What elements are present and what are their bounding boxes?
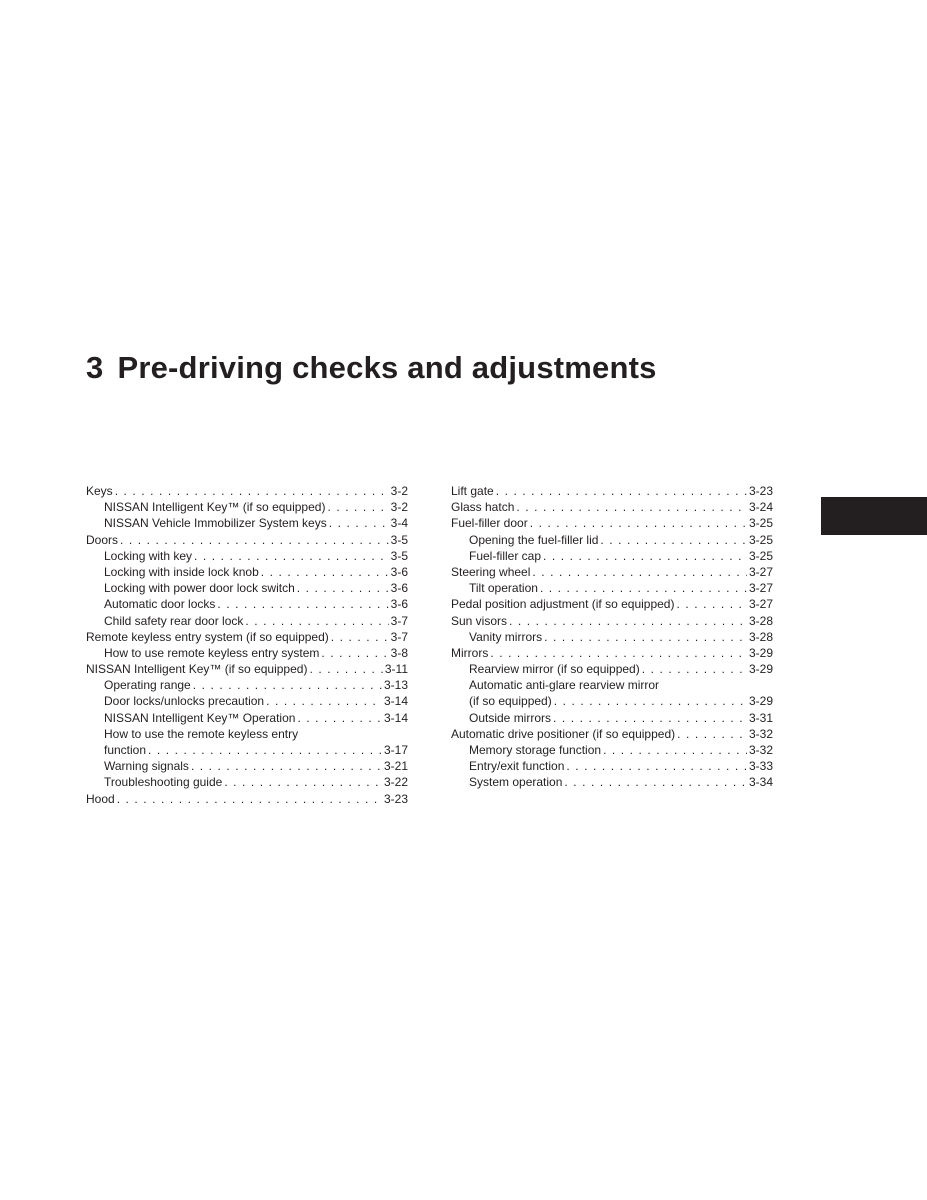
toc-entry[interactable]: [86, 596, 408, 612]
toc-entry-label: How to use remote keyless entry system: [104, 645, 320, 660]
toc-leader-dots: [194, 548, 389, 564]
toc-entry-label: NISSAN Intelligent Key™ Operation: [104, 710, 296, 725]
toc-entry[interactable]: [86, 661, 408, 677]
toc-entry-page: 3-27: [748, 581, 773, 596]
toc-leader-dots: [496, 483, 747, 499]
toc-entry-page: 3-32: [748, 726, 773, 741]
toc-entry-label: Door locks/unlocks precaution: [104, 694, 265, 709]
toc-entry-page: 3-6: [390, 581, 408, 596]
toc-entry[interactable]: [451, 580, 773, 596]
toc-entry[interactable]: [451, 483, 773, 499]
toc-entry[interactable]: [451, 629, 773, 645]
toc-entry-label: Troubleshooting guide: [104, 775, 223, 790]
toc-leader-dots: [554, 693, 747, 709]
toc-entry[interactable]: [451, 726, 773, 742]
toc-entry-page: 3-28: [748, 613, 773, 628]
toc-leader-dots: [321, 645, 388, 661]
toc-entry-label: Locking with power door lock switch: [104, 581, 295, 596]
toc-entry[interactable]: [451, 742, 773, 758]
toc-entry-label: Opening the fuel-filler lid: [469, 532, 599, 547]
toc-entry-page: 3-33: [748, 759, 773, 774]
toc-leader-dots: [516, 499, 747, 515]
toc-leader-dots: [191, 758, 382, 774]
toc-entry-page: 3-21: [383, 759, 408, 774]
toc-entry-label: Operating range: [104, 678, 191, 693]
toc-entry-label: System operation: [469, 775, 563, 790]
toc-entry-page: 3-5: [390, 548, 408, 563]
toc-entry[interactable]: [86, 580, 408, 596]
chapter-number: 3: [86, 350, 104, 385]
toc-leader-dots: [603, 742, 747, 758]
toc-entry-page: 3-29: [748, 694, 773, 709]
toc-entry-label: Entry/exit function: [469, 759, 565, 774]
toc-entry[interactable]: [451, 645, 773, 661]
toc-entry-label: Remote keyless entry system (if so equipped): [86, 629, 329, 644]
toc-entry-label: Mirrors: [451, 645, 489, 660]
toc-leader-dots: [266, 693, 382, 709]
toc-entry-label: Hood: [86, 791, 115, 806]
toc-entry-label: Vanity mirrors: [469, 629, 543, 644]
chapter-tab: [821, 497, 927, 535]
chapter-title-text: Pre-driving checks and adjustments: [117, 350, 657, 385]
toc-entry-label: Sun visors: [451, 613, 508, 628]
toc-entry[interactable]: [86, 483, 408, 499]
toc-right-column: [451, 483, 773, 791]
toc-entry[interactable]: [451, 758, 773, 774]
toc-leader-dots: [245, 613, 388, 629]
toc-entry-label: Fuel-filler cap: [469, 548, 542, 563]
toc-entry[interactable]: [86, 726, 408, 758]
toc-leader-dots: [331, 629, 389, 645]
toc-left-column: [86, 483, 408, 807]
toc-entry[interactable]: [451, 774, 773, 790]
toc-entry-page: 3-24: [748, 500, 773, 515]
toc-entry-page: 3-17: [383, 743, 408, 757]
toc-entry[interactable]: [451, 613, 773, 629]
toc-entry-label: Automatic door locks: [104, 597, 216, 612]
toc-leader-dots: [297, 710, 382, 726]
toc-entry[interactable]: [86, 629, 408, 645]
toc-entry-label: Locking with key: [104, 548, 193, 563]
toc-entry-label: Automatic drive positioner (if so equipped): [451, 726, 676, 741]
toc-leader-dots: [530, 515, 747, 531]
toc-entry-label: Locking with inside lock knob: [104, 564, 259, 579]
toc-leader-dots: [600, 532, 747, 548]
toc-entry-page: 3-27: [748, 564, 773, 579]
toc-entry-label: Steering wheel: [451, 564, 531, 579]
toc-entry-page: 3-25: [748, 516, 773, 531]
toc-entry[interactable]: [86, 645, 408, 661]
toc-leader-dots: [217, 596, 388, 612]
toc-entry-page: 3-23: [383, 791, 408, 806]
toc-entry[interactable]: [451, 515, 773, 531]
toc-entry-label: Tilt operation: [469, 581, 538, 596]
toc-leader-dots: [553, 710, 747, 726]
toc-entry-page: 3-29: [748, 645, 773, 660]
toc-entry[interactable]: [451, 710, 773, 726]
toc-leader-dots: [297, 580, 389, 596]
toc-entry[interactable]: [451, 499, 773, 515]
toc-entry-page: 3-6: [390, 564, 408, 579]
toc-leader-dots: [532, 564, 747, 580]
toc-entry-page: 3-31: [748, 710, 773, 725]
toc-entry[interactable]: [86, 758, 408, 774]
toc-leader-dots: [676, 596, 746, 612]
toc-leader-dots: [564, 774, 747, 790]
toc-entry[interactable]: [451, 661, 773, 677]
toc-leader-dots: [117, 791, 382, 807]
toc-entry-label: function: [104, 743, 147, 757]
toc-entry[interactable]: [86, 499, 408, 515]
toc-entry-label: Outside mirrors: [469, 710, 552, 725]
toc-entry-label: Memory storage function: [469, 743, 602, 757]
toc-entry-label-line1: How to use the remote keyless entry: [104, 726, 299, 741]
toc-entry-page: 3-5: [390, 532, 408, 547]
toc-entry-page: 3-27: [748, 597, 773, 612]
toc-entry[interactable]: [86, 613, 408, 629]
toc-leader-dots: [490, 645, 747, 661]
toc-entry-page: 3-28: [748, 629, 773, 644]
toc-leader-dots: [224, 774, 382, 790]
toc-leader-dots: [509, 613, 747, 629]
toc-entry-page: 3-34: [748, 775, 773, 790]
chapter-title: [86, 350, 657, 386]
toc-entry[interactable]: [86, 677, 408, 693]
toc-leader-dots: [642, 661, 747, 677]
toc-leader-dots: [544, 629, 747, 645]
toc-entry-page: 3-29: [748, 662, 773, 677]
toc-entry[interactable]: [86, 774, 408, 790]
toc-entry-page: 3-7: [390, 613, 408, 628]
toc-entry-label: Pedal position adjustment (if so equipped): [451, 597, 675, 612]
toc-entry[interactable]: [451, 548, 773, 564]
toc-entry-label: Fuel-filler door: [451, 516, 528, 531]
toc-leader-dots: [261, 564, 389, 580]
toc-entry-page: 3-14: [383, 710, 408, 725]
toc-leader-dots: [566, 758, 747, 774]
toc-entry-page: 3-13: [383, 678, 408, 693]
toc-entry[interactable]: [86, 693, 408, 709]
toc-entry-label: Glass hatch: [451, 500, 515, 515]
toc-entry[interactable]: [86, 791, 408, 807]
toc-entry[interactable]: [86, 564, 408, 580]
toc-entry-page: 3-4: [390, 516, 408, 531]
toc-entry-page: 3-25: [748, 548, 773, 563]
toc-entry-label: NISSAN Vehicle Immobilizer System keys: [104, 516, 327, 531]
toc-entry-label: Lift gate: [451, 484, 494, 498]
toc-entry-label: Child safety rear door lock: [104, 613, 244, 628]
toc-entry[interactable]: [451, 564, 773, 580]
toc-entry-label: Keys: [86, 484, 113, 498]
toc-leader-dots: [540, 580, 747, 596]
toc-entry-label: (if so equipped): [469, 694, 552, 709]
toc-entry-page: 3-14: [383, 694, 408, 709]
toc-entry-label: Warning signals: [104, 759, 189, 774]
toc-entry[interactable]: [86, 515, 408, 531]
toc-entry-page: 3-22: [383, 775, 408, 790]
toc-entry-page: 3-2: [390, 500, 408, 515]
toc-entry-page: 3-11: [384, 662, 408, 677]
toc-leader-dots: [543, 548, 747, 564]
toc-entry-page: 3-8: [390, 645, 408, 660]
toc-leader-dots: [193, 677, 382, 693]
toc-leader-dots: [148, 742, 382, 758]
toc-entry-page: 3-25: [748, 532, 773, 547]
toc-entry[interactable]: [451, 532, 773, 548]
toc-leader-dots: [329, 515, 389, 531]
toc-entry-page: 3-6: [390, 597, 408, 612]
toc-leader-dots: [327, 499, 388, 515]
toc-leader-dots: [677, 726, 747, 742]
toc-entry-page: 3-23: [748, 484, 773, 498]
toc-entry-page: 3-32: [748, 743, 773, 757]
toc-entry[interactable]: [451, 596, 773, 612]
toc-leader-dots: [115, 483, 389, 499]
toc-entry-label-line1: Automatic anti-glare rearview mirror: [469, 678, 660, 693]
toc-entry[interactable]: [86, 548, 408, 564]
toc-entry[interactable]: [86, 532, 408, 548]
toc-leader-dots: [120, 532, 389, 548]
toc-leader-dots: [309, 661, 382, 677]
toc-entry-label: NISSAN Intelligent Key™ (if so equipped): [104, 500, 326, 515]
toc-entry[interactable]: [451, 677, 773, 709]
toc-entry-label: Rearview mirror (if so equipped): [469, 662, 640, 677]
toc-entry-page: 3-2: [390, 484, 408, 498]
toc-entry[interactable]: [86, 710, 408, 726]
toc-entry-label: NISSAN Intelligent Key™ (if so equipped): [86, 662, 308, 677]
toc-entry-label: Doors: [86, 532, 119, 547]
toc-entry-page: 3-7: [390, 629, 408, 644]
